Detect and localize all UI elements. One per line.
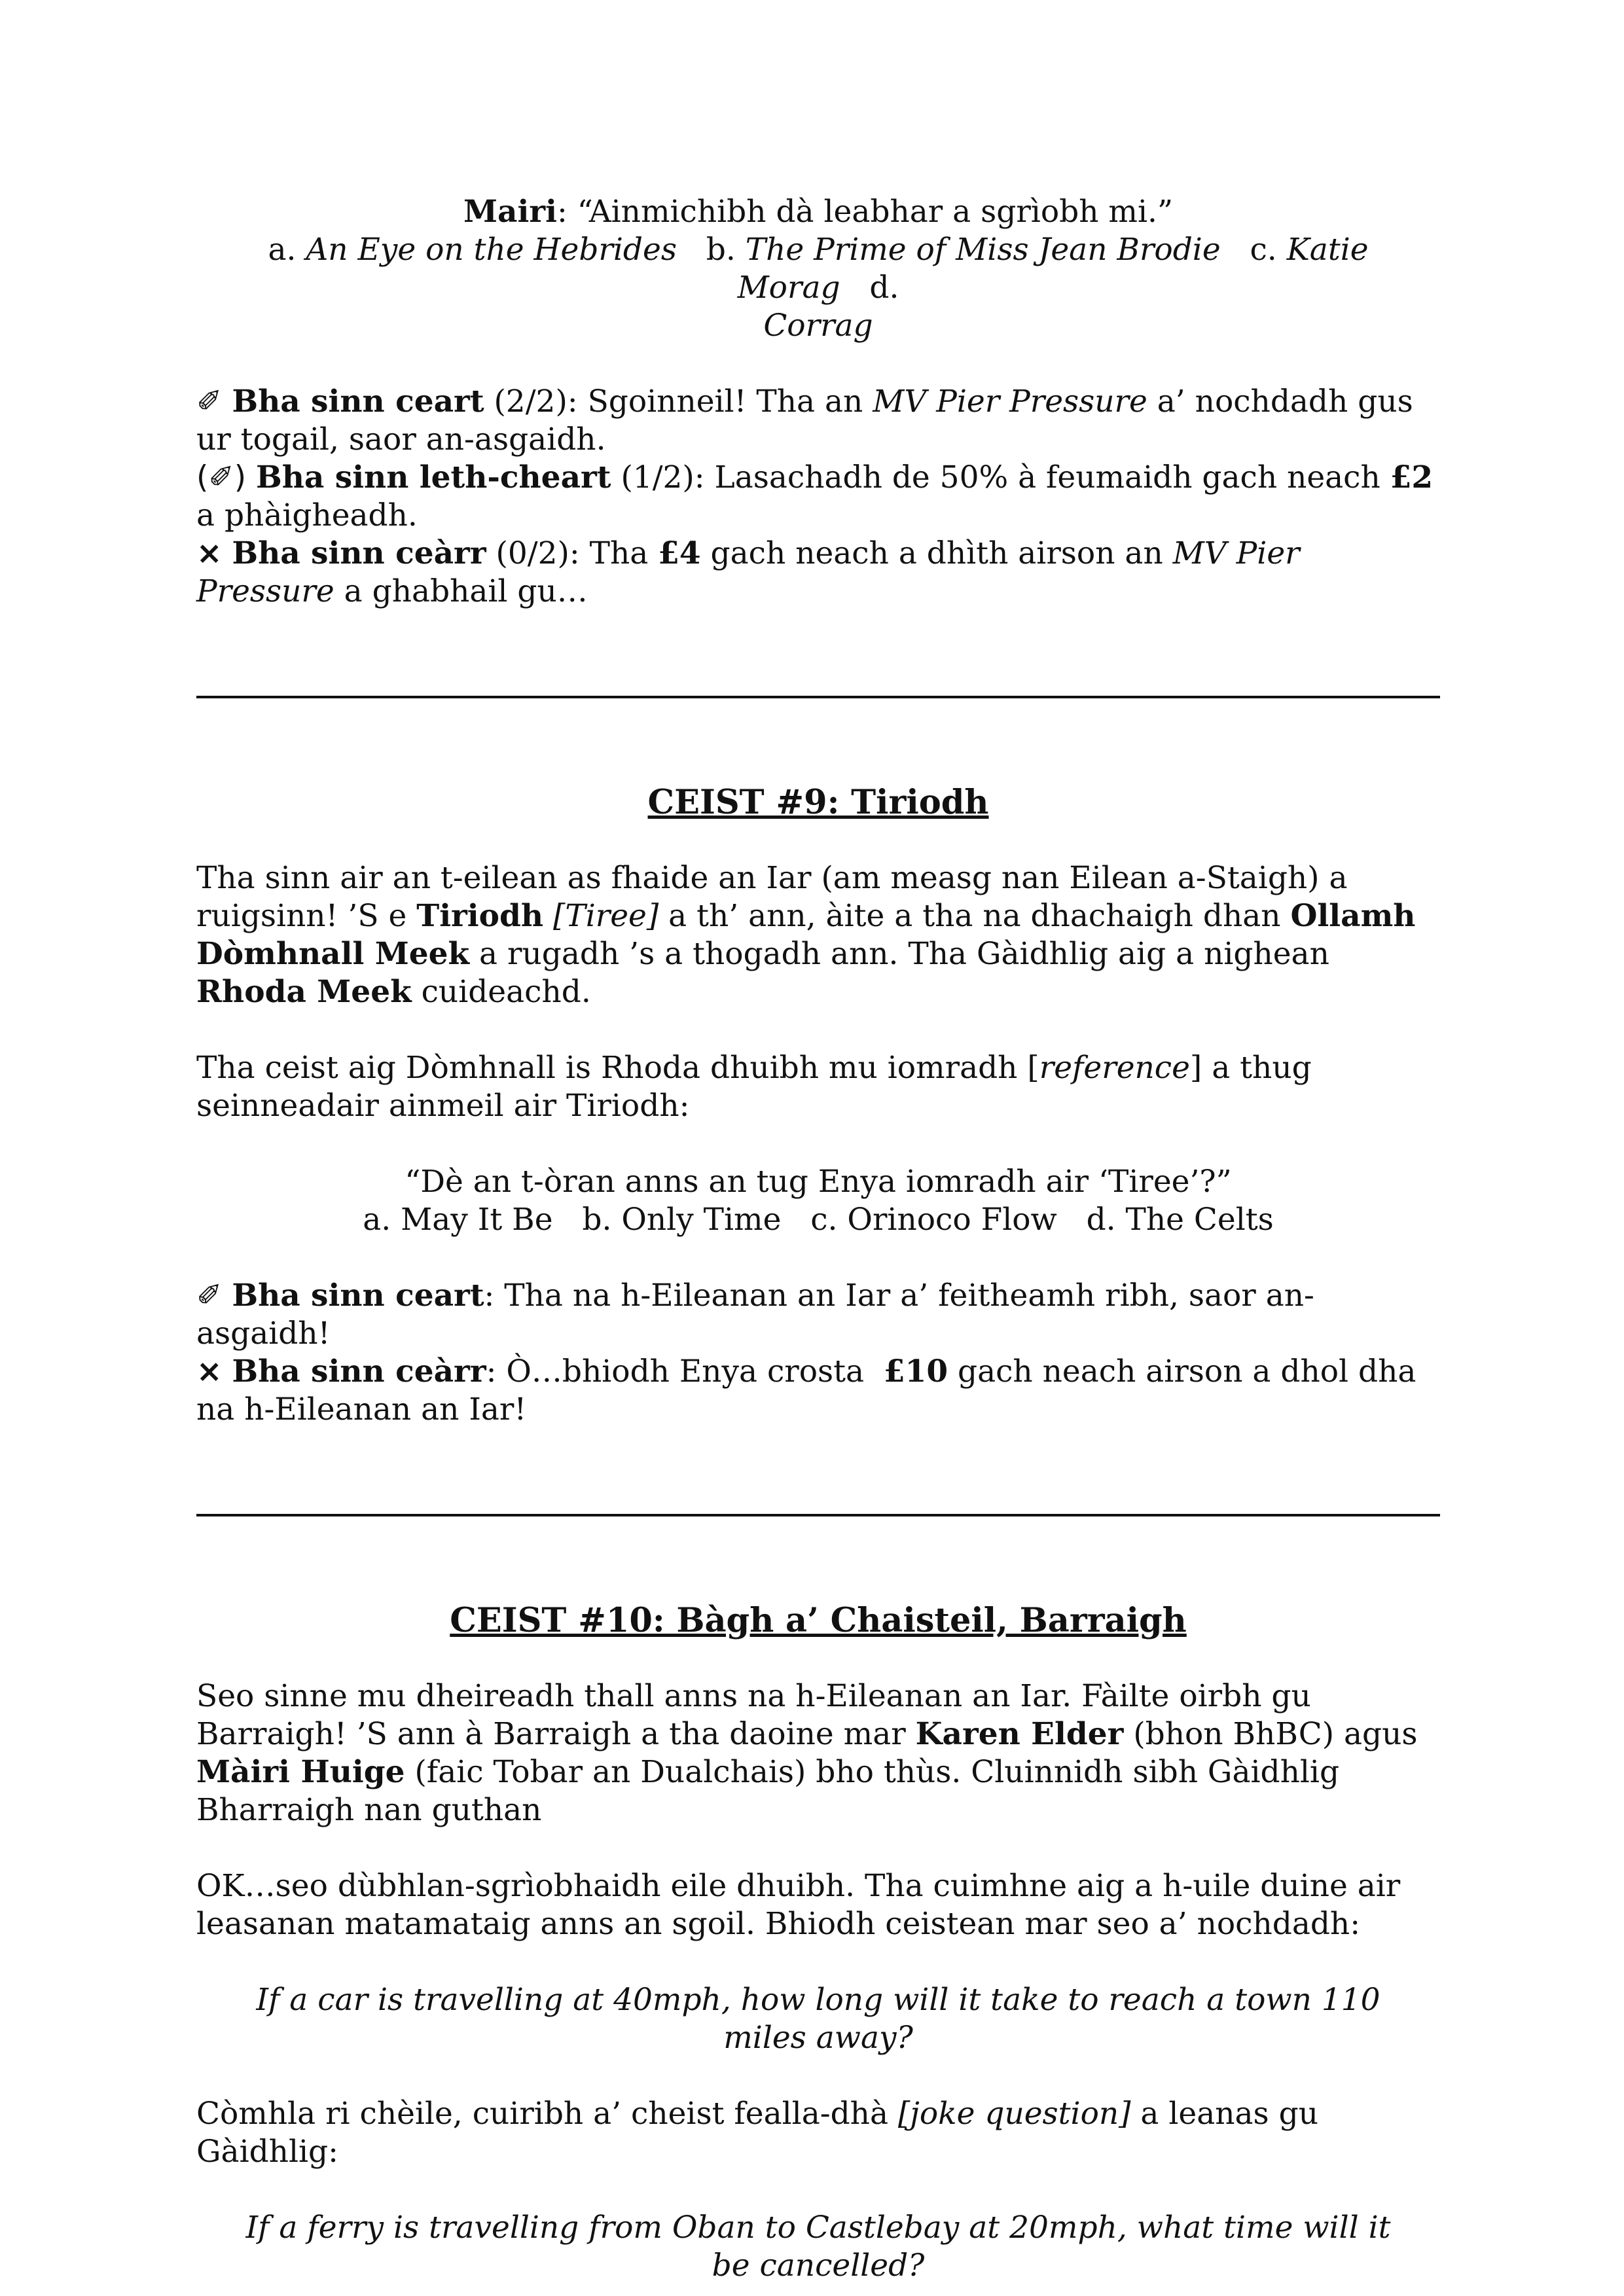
q8-result-wrong-text3: a ghabhail gu… (334, 573, 588, 609)
q10-p1-b2: Màiri Huige (196, 1754, 405, 1790)
q8-result-half-score: (1/2): (611, 459, 715, 495)
q8-result-half (196, 459, 1440, 535)
q9-options: a. May It Be b. Only Time c. Orinoco Flow d. The Celts (363, 1202, 1274, 1238)
pencil-icon: ✐ (196, 384, 223, 420)
q8-speaker: Mairi (463, 194, 557, 230)
q8-result-wrong-label: Bha sinn ceàrr (232, 535, 486, 571)
q9-p1-t3: a th’ ann, àite a tha na dhachaigh dhan (659, 898, 1291, 934)
q9-p1-b2: Ollamh Dòmhnall Meek (196, 898, 1416, 972)
q8-option-d: Corrag (763, 308, 873, 344)
q10-p3-i1: [joke question] (897, 2096, 1131, 2132)
q8-option-b-prefix: b. (706, 232, 746, 268)
q8-result-correct-text2: a’ nochdadh gus ur togail, saor an-asgaidh. (196, 384, 1413, 457)
cross-icon: × (196, 535, 223, 571)
q10-paragraph-3 (196, 2095, 1440, 2171)
q10-p1-b1: Karen Elder (915, 1716, 1124, 1752)
q8-option-d-prefix: d. (869, 270, 899, 306)
q8-result-wrong-text1: Tha (589, 535, 659, 571)
q10-heading: CEIST #10: Bàgh a’ Chaisteil, Barraigh (450, 1601, 1187, 1640)
q8-result-wrong-score: (0/2): (486, 535, 590, 571)
q9-p2-i1: reference (1039, 1050, 1190, 1086)
q8-quote-text: “Ainmichibh dà leabhar a sgrìobh mi.” (577, 194, 1173, 230)
cross-icon: × (196, 1354, 223, 1390)
q9-result-wrong-price: £10 (883, 1354, 948, 1390)
q8-result-correct-label: Bha sinn ceart (232, 384, 484, 420)
q8-option-a-prefix: a. (268, 232, 306, 268)
q9-result-correct-text: : Tha na h-Eileanan an Iar a’ feitheamh ribh, saor an-asgaidh! (196, 1278, 1314, 1352)
q9-paragraph-1 (196, 859, 1440, 1011)
q8-result-wrong-text2: gach neach a dhìth airson an (700, 535, 1173, 571)
q10-paragraph-1 (196, 1677, 1440, 1829)
q9-p1-b1: Tiriodh (416, 898, 544, 934)
q10-p3-t2: a leanas gu Gàidhlig: (196, 2096, 1318, 2170)
q9-p1-t2 (543, 898, 553, 934)
q8-result-correct-text1: Sgoinneil! Tha an (587, 384, 873, 420)
q9-p1-t1: Tha sinn air an t-eilean as fhaide an Iar (am measg nan Eilean a-Staigh) a ruigsinn! ’S e (196, 860, 1348, 934)
q10-p1-t3: (faic Tobar an Dualchais) bho thùs. Cluinnidh sibh Gàidhlig Bharraigh nan guthan (196, 1754, 1340, 1828)
q10-joke-question: If a ferry is travelling from Oban to Castlebay at 20mph, what time will it be cancelled? (245, 2210, 1391, 2284)
q9-question: “Dè an t-òran anns an tug Enya iomradh air ‘Tiree’?” (405, 1164, 1232, 1200)
q8-result-half-text2: a phàigheadh. (196, 497, 418, 533)
document-page (196, 193, 1440, 2285)
q8-result-correct (196, 383, 1440, 459)
q8-result-half-price: £2 (1390, 459, 1434, 495)
q10-p3-t1: Còmhla ri chèile, cuiribh a’ cheist fealla-dhà (196, 2096, 898, 2132)
q9-result-correct (196, 1277, 1440, 1353)
q9-result-wrong-label: Bha sinn ceàrr (232, 1354, 486, 1390)
q8-ferry-name: MV Pier Pressure (873, 384, 1147, 420)
q9-paragraph-2 (196, 1049, 1440, 1125)
q9-p2-t1: Tha ceist aig Dòmhnall is Rhoda dhuibh mu iomradh [ (196, 1050, 1039, 1086)
q9-p1-i1: [Tiree] (553, 898, 659, 934)
q8-result-half-text1: Lasachadh de 50% à feumaidh gach neach (714, 459, 1390, 495)
q8-ferry-name-2: MV Pier Pressure (196, 535, 1300, 609)
q10-p1-t1: Seo sinne mu dheireadh thall anns na h-Eileanan an Iar. Fàilte oirbh gu Barraigh! ’S ann à Barraigh a tha daoine mar (196, 1678, 1311, 1752)
q9-result-correct-label: Bha sinn ceart (232, 1278, 484, 1314)
q9-p1-t5: cuideachd. (411, 974, 591, 1010)
q8-result-wrong (196, 535, 1440, 611)
pencil-icon-bracketed: (✐) (196, 459, 247, 495)
q8-option-b: The Prime of Miss Jean Brodie (745, 232, 1221, 268)
pencil-icon: ✐ (196, 1278, 223, 1314)
q9-result-wrong (196, 1353, 1440, 1429)
q8-result-half-label: Bha sinn leth-cheart (256, 459, 611, 495)
q9-p1-b3: Rhoda Meek (196, 974, 412, 1010)
q8-quote-sep: : (556, 194, 577, 230)
q9-result-wrong-text1: : Ò…bhiodh Enya crosta (486, 1354, 884, 1390)
q8-result-wrong-price: £4 (658, 535, 701, 571)
q8-quote (196, 193, 1440, 231)
q10-p1-t2: (bhon BhBC) agus (1123, 1716, 1418, 1752)
q10-example: If a car is travelling at 40mph, how long will it take to reach a town 110 miles away? (256, 1982, 1380, 2056)
q9-p1-t4: a rugadh ’s a thogadh ann. Tha Gàidhlig aig a nighean (469, 936, 1329, 972)
q8-option-a: An Eye on the Hebrides (306, 232, 677, 268)
q10-paragraph-2: OK…seo dùbhlan-sgrìobhaidh eile dhuibh. Tha cuimhne aig a h-uile duine air leasanan matamataig anns an sgoil. Bhiodh ceistean mar seo a’ nochdadh: (196, 1868, 1401, 1942)
q8-option-c-prefix: c. (1250, 232, 1287, 268)
q9-result-wrong-text2: gach neach airson a dhol dha na h-Eileanan an Iar! (196, 1354, 1416, 1427)
q8-result-correct-score: (2/2): (484, 384, 588, 420)
q8-option-c: Katie Morag (737, 232, 1369, 306)
q8-options (196, 231, 1440, 345)
q9-heading: CEIST #9: Tiriodh (647, 783, 989, 822)
q9-p2-t2: ] a thug seinneadair ainmeil air Tiriodh: (196, 1050, 1312, 1124)
